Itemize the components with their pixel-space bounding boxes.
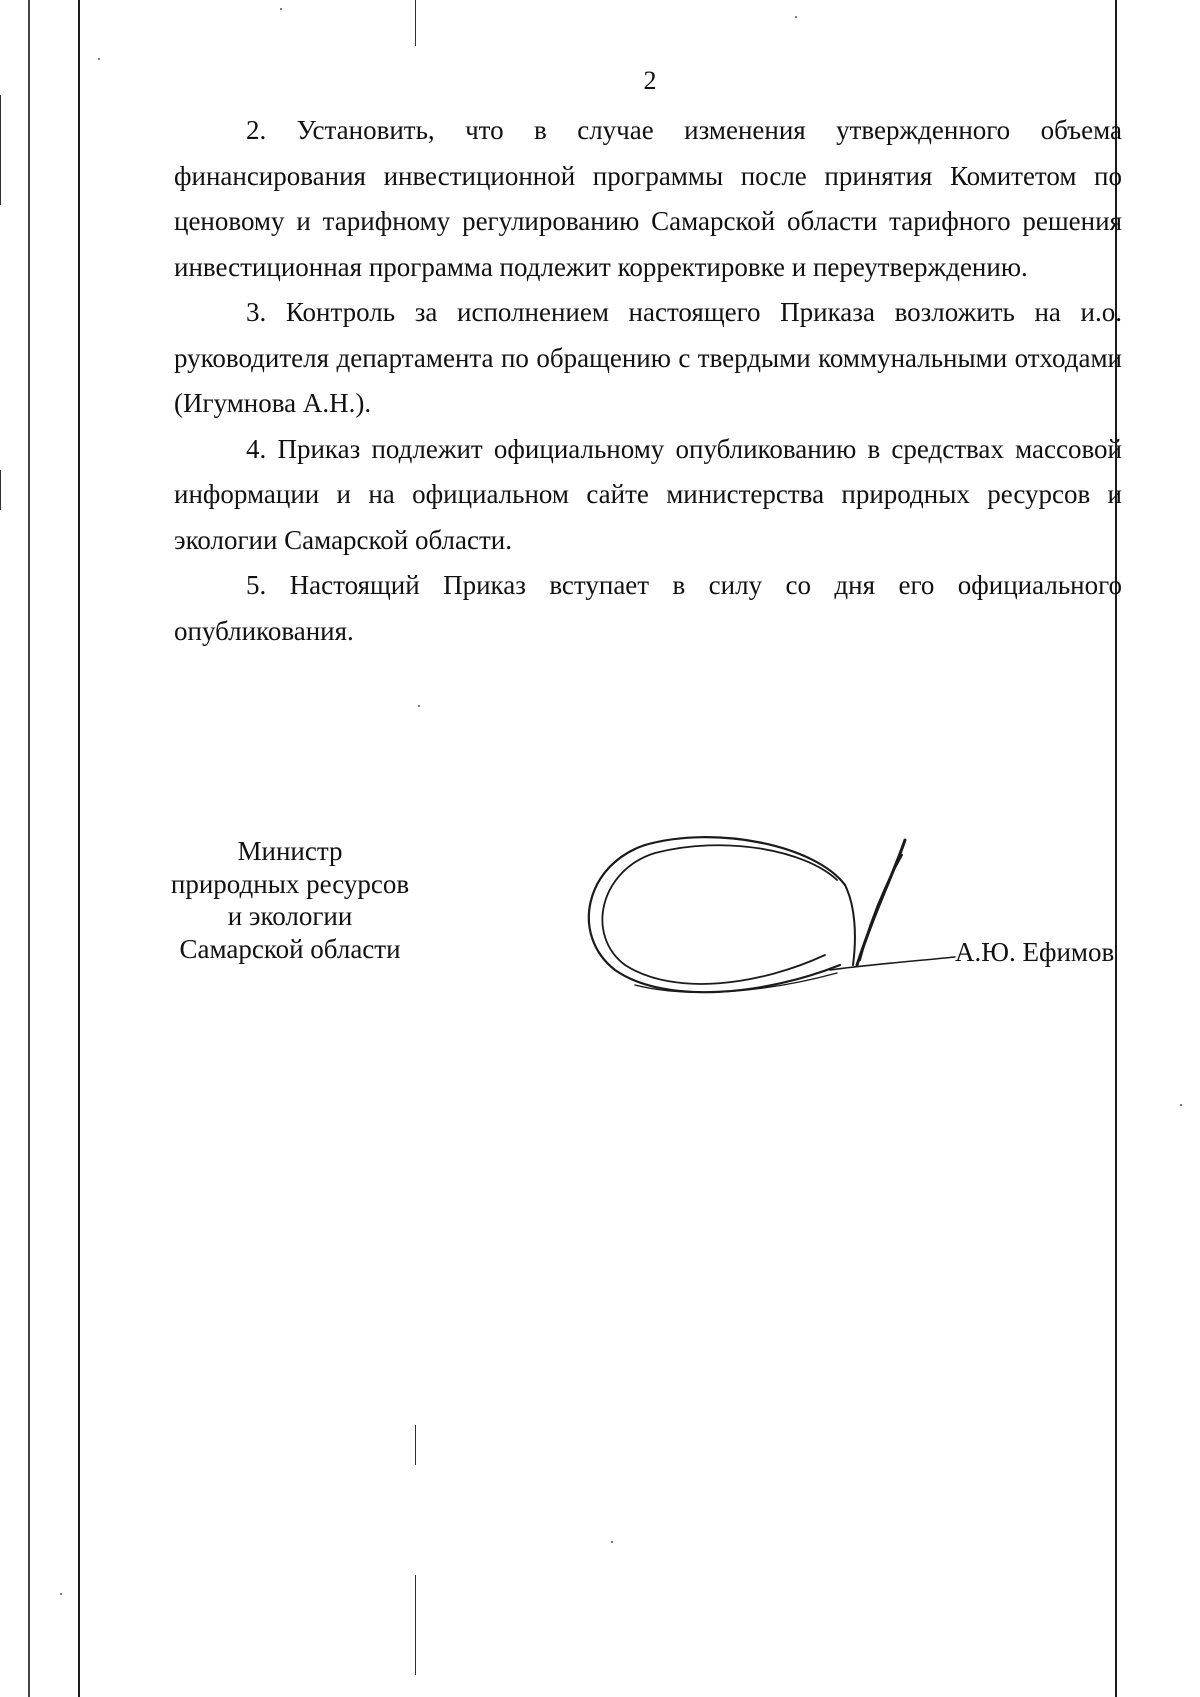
scan-mark [415,1425,416,1465]
position-line: и экологии [227,901,353,931]
signatory-position [160,835,420,965]
scan-mark [415,1575,416,1675]
position-line: Самарской области [179,933,401,964]
scan-speck [1180,1104,1182,1106]
scan-speck [795,16,797,18]
paragraph-item-2: 2. Установить, что в случае изменения утвержденного объема финансирования инвестиционной программы после принятия Комитетом по ценовому и тарифному регулированию Самарской области тарифного решения инвестиционная программа подлежит корректировке и переутверждению. [174,115,1122,282]
scan-speck [611,1541,613,1543]
handwritten-signature [575,825,975,1005]
scan-speck [280,8,282,10]
scan-speck [418,705,420,707]
position-line: Министр [237,836,343,866]
scan-mark [415,0,416,46]
order-body [174,108,1122,654]
scan-edge-line-left-inner [78,0,80,1697]
paragraph-item-3: 3. Контроль за исполнением настоящего Приказа возложить на и.о. руководителя департамента по обращению с твердыми коммунальными отходами (Игумнова А.Н.). [174,297,1122,418]
scan-speck [60,1593,62,1595]
paragraph-item-5: 5. Настоящий Приказ вступает в силу со дня его официального опубликования. [174,570,1122,646]
scan-mark [0,95,1,205]
paragraph-item-4: 4. Приказ подлежит официальному опубликованию в средствах массовой информации и на официальном сайте министерства природных ресурсов и экологии Самарской области. [174,433,1122,555]
scan-mark [0,470,1,510]
page-number: 2 [643,66,657,95]
scan-edge-line-left-outer [28,0,30,1697]
scan-speck [98,58,100,60]
signatory-name: А.Ю. Ефимов [955,937,1115,967]
position-line: природных ресурсов [170,868,410,899]
